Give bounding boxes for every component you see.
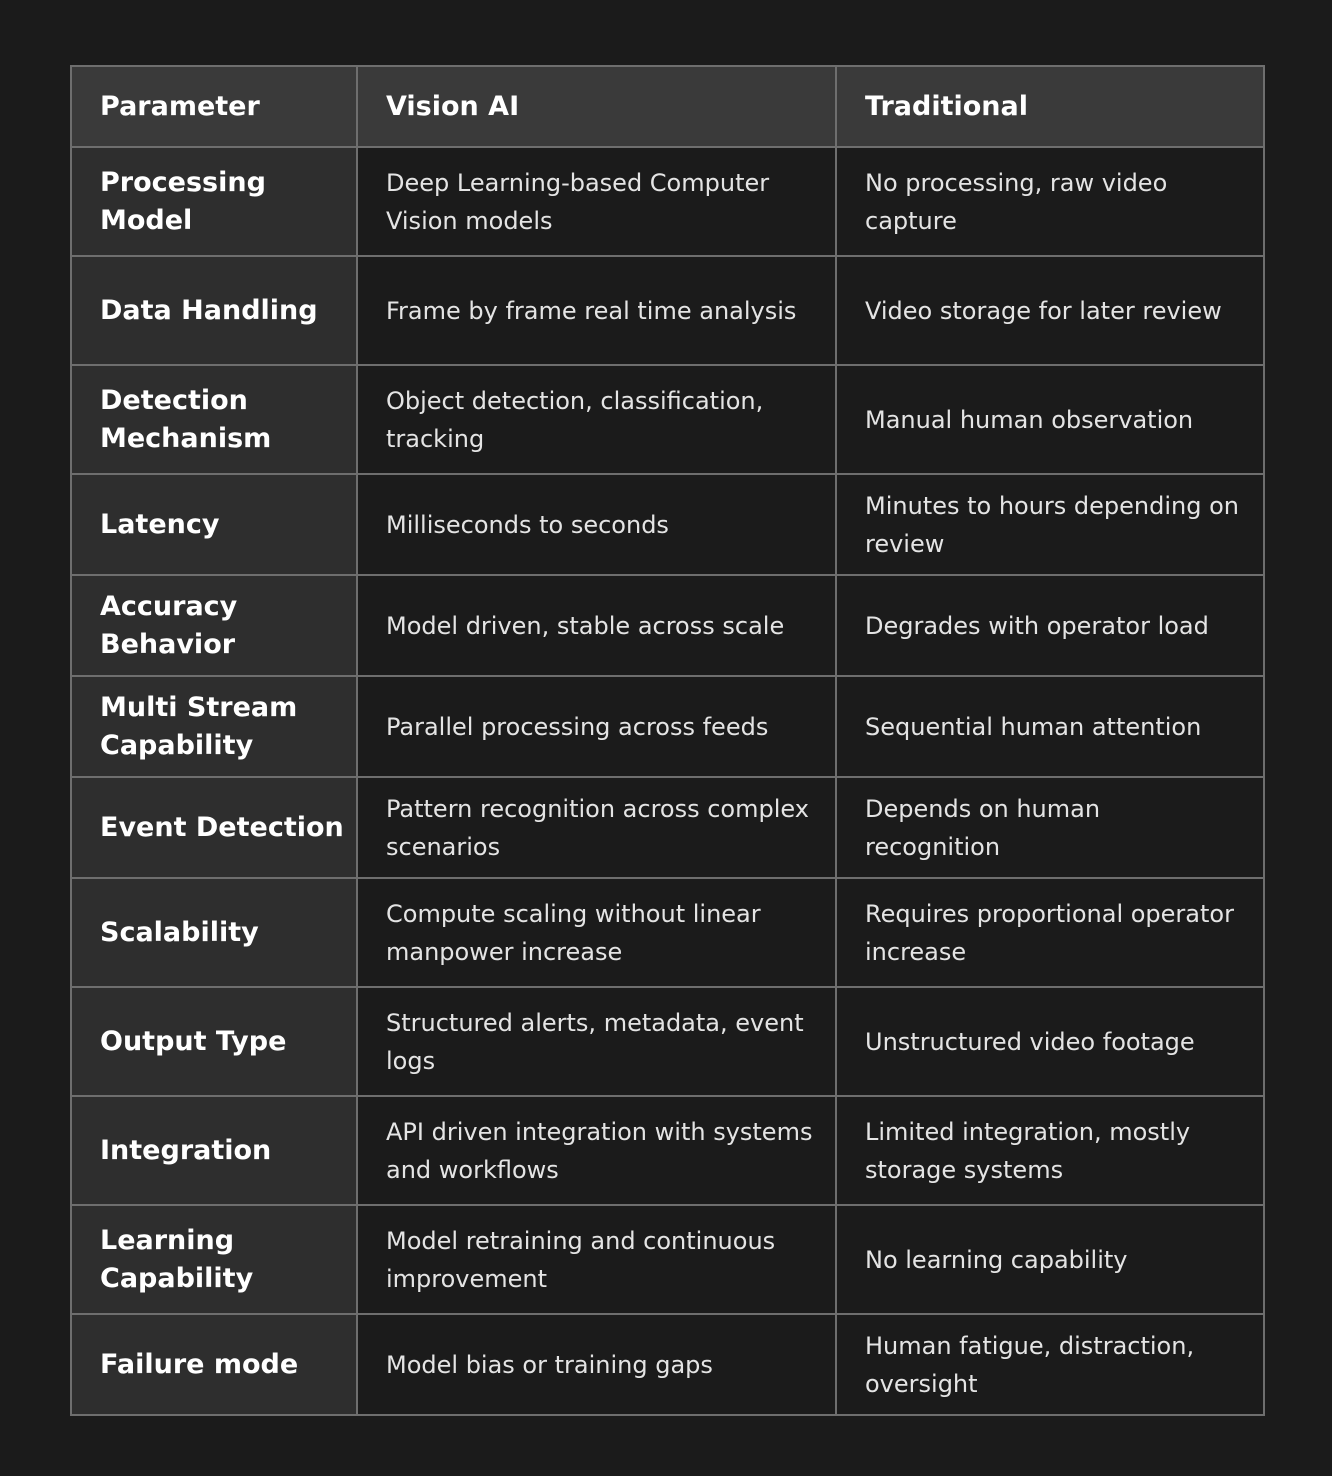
traditional-cell: Human fatigue, distraction, oversight	[836, 1314, 1264, 1415]
vision-ai-cell: Object detection, classification, tracking	[357, 365, 836, 474]
comparison-table	[70, 65, 1265, 1416]
vision-ai-cell: Frame by frame real time analysis	[357, 256, 836, 365]
traditional-cell: No learning capability	[836, 1205, 1264, 1314]
table-row	[71, 878, 1264, 987]
table-row	[71, 1096, 1264, 1205]
traditional-cell: Minutes to hours depending on review	[836, 474, 1264, 575]
parameter-cell: Latency	[71, 474, 357, 575]
parameter-cell: Event Detection	[71, 777, 357, 878]
parameter-cell: Accuracy Behavior	[71, 575, 357, 676]
vision-ai-cell: Deep Learning-based Computer Vision models	[357, 147, 836, 256]
header-row	[71, 66, 1264, 147]
table-row	[71, 1314, 1264, 1415]
vision-ai-cell: Milliseconds to seconds	[357, 474, 836, 575]
traditional-cell: Unstructured video footage	[836, 987, 1264, 1096]
table-body	[71, 147, 1264, 1415]
parameter-cell: Data Handling	[71, 256, 357, 365]
header-parameter: Parameter	[71, 66, 357, 147]
parameter-cell: Failure mode	[71, 1314, 357, 1415]
vision-ai-cell: Compute scaling without linear manpower increase	[357, 878, 836, 987]
table-row	[71, 575, 1264, 676]
header-traditional: Traditional	[836, 66, 1264, 147]
table-row	[71, 987, 1264, 1096]
traditional-cell: Requires proportional operator increase	[836, 878, 1264, 987]
parameter-cell: Output Type	[71, 987, 357, 1096]
parameter-cell: Learning Capability	[71, 1205, 357, 1314]
table-row	[71, 256, 1264, 365]
vision-ai-cell: Structured alerts, metadata, event logs	[357, 987, 836, 1096]
traditional-cell: Degrades with operator load	[836, 575, 1264, 676]
traditional-cell: No processing, raw video capture	[836, 147, 1264, 256]
parameter-cell: Multi Stream Capability	[71, 676, 357, 777]
parameter-cell: Detection Mechanism	[71, 365, 357, 474]
traditional-cell: Sequential human attention	[836, 676, 1264, 777]
vision-ai-cell: Parallel processing across feeds	[357, 676, 836, 777]
vision-ai-cell: Pattern recognition across complex scenarios	[357, 777, 836, 878]
table-row	[71, 1205, 1264, 1314]
table-row	[71, 147, 1264, 256]
parameter-cell: Scalability	[71, 878, 357, 987]
table-row	[71, 365, 1264, 474]
parameter-cell: Processing Model	[71, 147, 357, 256]
vision-ai-cell: API driven integration with systems and workflows	[357, 1096, 836, 1205]
traditional-cell: Depends on human recognition	[836, 777, 1264, 878]
vision-ai-cell: Model bias or training gaps	[357, 1314, 836, 1415]
table-row	[71, 676, 1264, 777]
traditional-cell: Manual human observation	[836, 365, 1264, 474]
traditional-cell: Limited integration, mostly storage systems	[836, 1096, 1264, 1205]
vision-ai-cell: Model retraining and continuous improvement	[357, 1205, 836, 1314]
vision-ai-cell: Model driven, stable across scale	[357, 575, 836, 676]
table-row	[71, 777, 1264, 878]
parameter-cell: Integration	[71, 1096, 357, 1205]
table-row	[71, 474, 1264, 575]
table-header	[71, 66, 1264, 147]
traditional-cell: Video storage for later review	[836, 256, 1264, 365]
header-vision-ai: Vision AI	[357, 66, 836, 147]
